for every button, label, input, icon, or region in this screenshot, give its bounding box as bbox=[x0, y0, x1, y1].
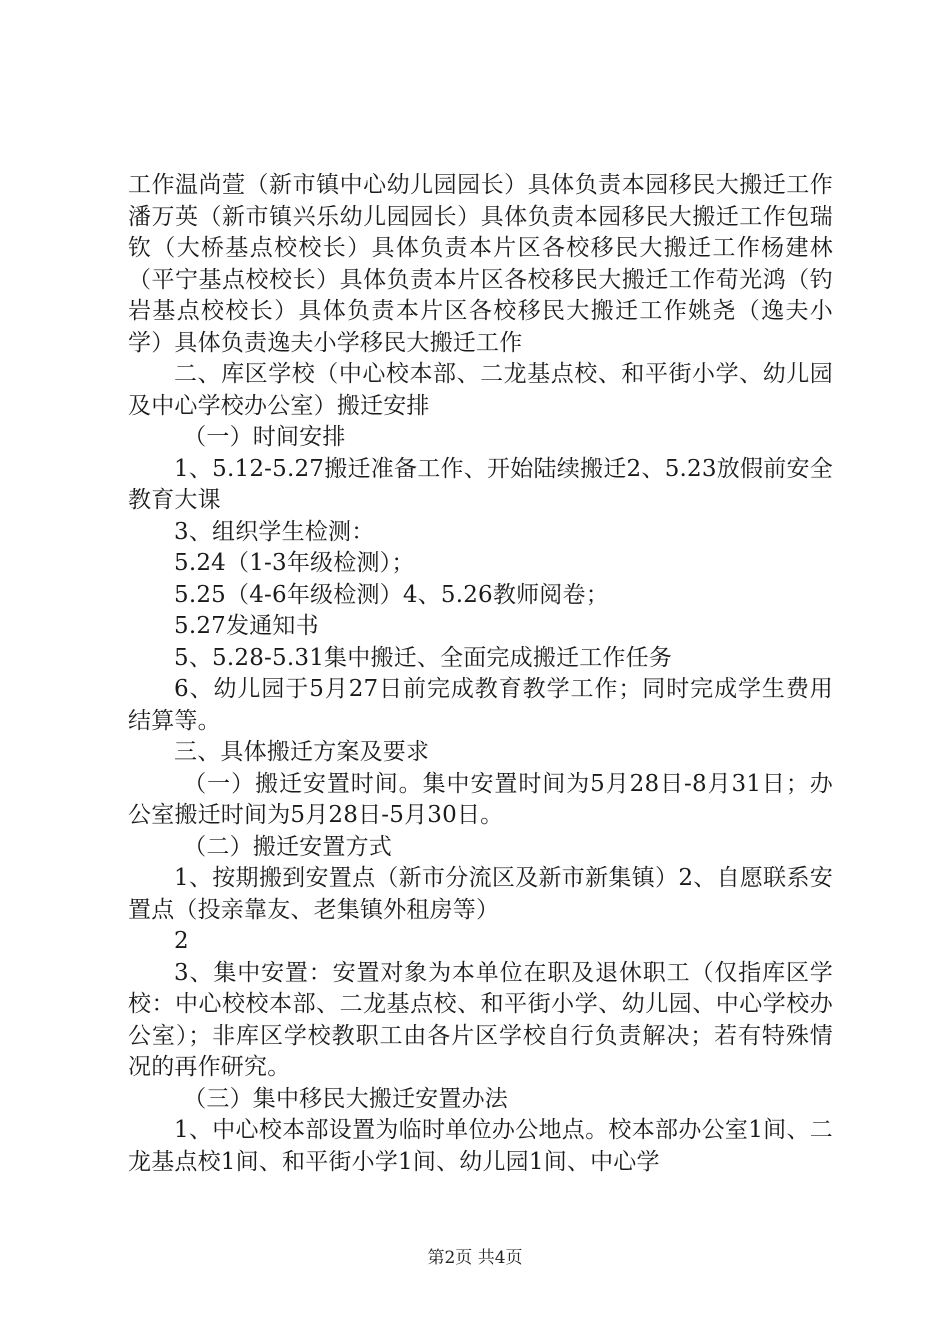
paragraph-relocation-time: （一）搬迁安置时间。集中安置时间为5月28日-8月31日；办公室搬迁时间为5月28日-5月30日。 bbox=[128, 770, 833, 828]
list-item: 5.25（4-6年级检测）4、5.26教师阅卷； bbox=[174, 581, 609, 608]
list-item: 1、5.12-5.27搬迁准备工作、开始陆续搬迁2、5.23放假前安全教育大课 bbox=[128, 455, 833, 513]
list-item: 6、幼儿园于5月27日前完成教育教学工作；同时完成学生费用结算等。 bbox=[128, 676, 833, 734]
list-item: 3、集中安置：安置对象为本单位在职及退休职工（仅指库区学校：中心校校本部、二龙基点校、和平街小学、幼儿园、中心学校办公室）；非库区学校教职工由各片区学校自行负责解决；若有特殊情况的再作研究。 bbox=[128, 959, 833, 1080]
page-number-footer: 第2页 共4页 bbox=[427, 1248, 523, 1268]
subheading-relocation-method: （二）搬迁安置方式 bbox=[183, 833, 392, 860]
paragraph-staff-assignments: 工作温尚萱（新市镇中心幼儿园园长）具体负责本园移民大搬迁工作潘万英（新市镇兴乐幼儿园园长）具体负责本园移民大搬迁工作包瑞钦（大桥基点校校长）具体负责本片区各校移民大搬迁工作杨建林（平宁基点校校长）具体负责本片区各校移民大搬迁工作荀光鸿（钓岩基点校校长）具体负责本片区各校移民大搬迁工作姚尧（逸夫小学）具体负责逸夫小学移民大搬迁工作 bbox=[128, 172, 833, 356]
heading-section-three: 三、具体搬迁方案及要求 bbox=[174, 739, 430, 765]
list-item: 5.24（1-3年级检测）； bbox=[174, 550, 415, 576]
document-body bbox=[128, 170, 833, 1178]
subheading-time-arrangement: （一）时间安排 bbox=[183, 424, 346, 450]
list-item: 5.27发通知书 bbox=[174, 613, 319, 639]
list-item: 1、中心校本部设置为临时单位办公地点。校本部办公室1间、二龙基点校1间、和平街小学1间、幼儿园1间、中心学 bbox=[128, 1117, 833, 1175]
list-item: 3、组织学生检测： bbox=[174, 518, 375, 545]
stray-number: 2 bbox=[174, 928, 189, 954]
subheading-resettlement-measures: （三）集中移民大搬迁安置办法 bbox=[183, 1085, 508, 1112]
list-item: 1、按期搬到安置点（新市分流区及新市新集镇）2、自愿联系安置点（投亲靠友、老集镇外租房等） bbox=[128, 865, 833, 923]
list-item: 5、5.28-5.31集中搬迁、全面完成搬迁工作任务 bbox=[174, 644, 673, 671]
heading-section-two: 二、库区学校（中心校本部、二龙基点校、和平街小学、幼儿园及中心学校办公室）搬迁安排 bbox=[128, 361, 833, 419]
